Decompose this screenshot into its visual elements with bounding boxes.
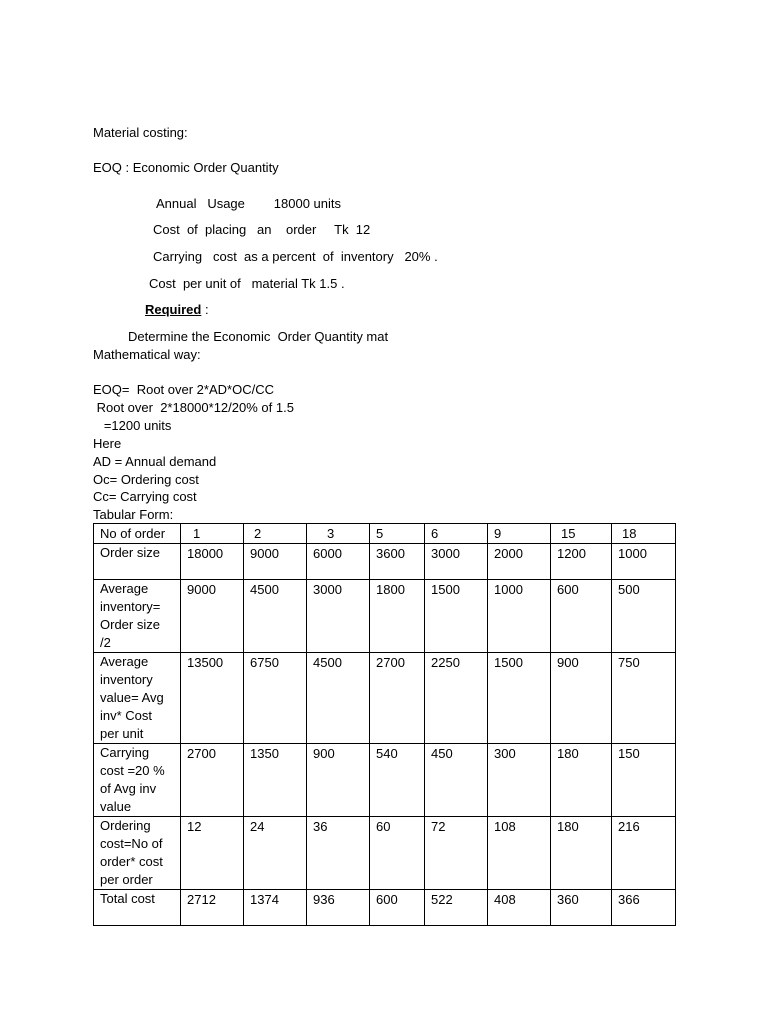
table-cell: 900	[307, 744, 370, 817]
table-cell: 2250	[425, 653, 488, 744]
header-cell: No of order	[94, 524, 181, 544]
table-cell: 1374	[244, 890, 307, 926]
header-cell: 18	[612, 524, 676, 544]
table-cell: 450	[425, 744, 488, 817]
table-cell: 2700	[181, 744, 244, 817]
table-cell: 1500	[488, 653, 551, 744]
header-cell: 1	[181, 524, 244, 544]
table-row	[94, 653, 676, 744]
table-cell: 24	[244, 817, 307, 890]
formula-result: =1200 units	[93, 418, 172, 433]
table-cell: 500	[612, 580, 676, 653]
table-cell: 2700	[370, 653, 425, 744]
table-cell: 13500	[181, 653, 244, 744]
table-cell: 750	[612, 653, 676, 744]
definition-ad: AD = Annual demand	[93, 454, 217, 469]
required-heading	[145, 302, 209, 318]
table-cell: 1800	[370, 580, 425, 653]
table-cell: 360	[551, 890, 612, 926]
row-label: Total cost	[94, 890, 181, 926]
table-cell: 3000	[307, 580, 370, 653]
eoq-table	[93, 523, 676, 926]
tabular-form-heading: Tabular Form:	[93, 507, 174, 522]
table-cell: 6750	[244, 653, 307, 744]
required-label: Required	[145, 302, 202, 317]
header-cell: 2	[244, 524, 307, 544]
given-annual-usage: Annual Usage 18000 units	[156, 196, 342, 211]
table-cell: 366	[612, 890, 676, 926]
table-row	[94, 817, 676, 890]
table-cell: 12	[181, 817, 244, 890]
table-cell: 150	[612, 744, 676, 817]
table-cell: 1000	[488, 580, 551, 653]
given-order-cost: Cost of placing an order Tk 12	[153, 222, 371, 237]
eoq-heading: EOQ : Economic Order Quantity	[93, 160, 279, 175]
header-cell: 15	[551, 524, 612, 544]
table-row	[94, 544, 676, 580]
table-row	[94, 744, 676, 817]
table-cell: 1200	[551, 544, 612, 580]
given-carrying-cost: Carrying cost as a percent of inventory 20% .	[153, 249, 438, 264]
table-cell: 1350	[244, 744, 307, 817]
table-cell: 1000	[612, 544, 676, 580]
table-cell: 936	[307, 890, 370, 926]
table-cell: 900	[551, 653, 612, 744]
definition-cc: Cc= Carrying cost	[93, 489, 197, 504]
table-row	[94, 580, 676, 653]
table-cell: 600	[370, 890, 425, 926]
table-cell: 18000	[181, 544, 244, 580]
document-title: Material costing:	[93, 125, 188, 140]
table-cell: 522	[425, 890, 488, 926]
given-unit-cost: Cost per unit of material Tk 1.5 .	[149, 276, 345, 291]
required-colon: :	[201, 302, 209, 317]
table-cell: 9000	[244, 544, 307, 580]
task-line: Determine the Economic Order Quantity mat	[128, 329, 389, 344]
table-cell: 180	[551, 744, 612, 817]
definition-oc: Oc= Ordering cost	[93, 472, 199, 487]
row-label: Order size	[94, 544, 181, 580]
header-cell: 9	[488, 524, 551, 544]
table-cell: 4500	[307, 653, 370, 744]
here-label: Here	[93, 436, 122, 451]
table-cell: 2000	[488, 544, 551, 580]
table-cell: 540	[370, 744, 425, 817]
table-cell: 600	[551, 580, 612, 653]
table-cell: 216	[612, 817, 676, 890]
table-cell: 3600	[370, 544, 425, 580]
table-cell: 408	[488, 890, 551, 926]
formula-line-1: EOQ= Root over 2*AD*OC/CC	[93, 382, 274, 397]
table-cell: 3000	[425, 544, 488, 580]
header-cell: 5	[370, 524, 425, 544]
table-cell: 72	[425, 817, 488, 890]
table-cell: 300	[488, 744, 551, 817]
table-row	[94, 890, 676, 926]
math-way-heading: Mathematical way:	[93, 347, 201, 362]
table-cell: 4500	[244, 580, 307, 653]
row-label: Carrying cost =20 % of Avg inv value	[94, 744, 181, 817]
header-cell: 3	[307, 524, 370, 544]
header-cell: 6	[425, 524, 488, 544]
table-cell: 9000	[181, 580, 244, 653]
table-cell: 60	[370, 817, 425, 890]
table-cell: 36	[307, 817, 370, 890]
row-label: Ordering cost=No of order* cost per order	[94, 817, 181, 890]
table-cell: 2712	[181, 890, 244, 926]
formula-line-2: Root over 2*18000*12/20% of 1.5	[93, 400, 294, 415]
table-cell: 108	[488, 817, 551, 890]
row-label: Average inventory value= Avg inv* Cost per unit	[94, 653, 181, 744]
table-cell: 6000	[307, 544, 370, 580]
table-cell: 1500	[425, 580, 488, 653]
row-label: Average inventory= Order size /2	[94, 580, 181, 653]
table-cell: 180	[551, 817, 612, 890]
table-header-row	[94, 524, 676, 544]
